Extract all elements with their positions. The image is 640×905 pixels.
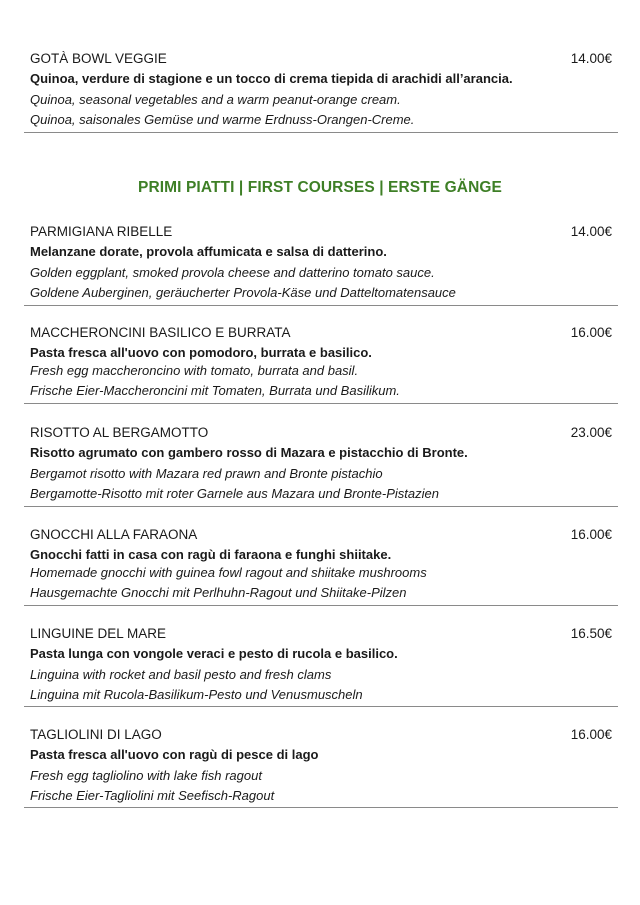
dish-description-italian: Pasta fresca all'uovo con ragù di pesce di lago [30, 747, 319, 762]
dish-price: 23.00€ [570, 425, 612, 440]
dish-price: 14.00€ [570, 51, 612, 66]
dish-name: GNOCCHI ALLA FARAONA [30, 527, 198, 542]
menu-item-gnocchi-faraona [24, 526, 618, 606]
dish-description-italian: Quinoa, verdure di stagione e un tocco di crema tiepida di arachidi all’arancia. [30, 71, 513, 86]
menu-item-maccheroncini [24, 324, 618, 404]
dish-name: TAGLIOLINI DI LAGO [30, 727, 162, 742]
menu-item-gota-bowl-veggie [24, 50, 618, 133]
dish-description-german: Frische Eier-Tagliolini mit Seefisch-Ragout [30, 788, 275, 803]
menu-item-linguine-mare [24, 625, 618, 707]
dish-description-italian: Gnocchi fatti in casa con ragù di faraona e funghi shiitake. [30, 547, 392, 562]
dish-price: 14.00€ [570, 224, 612, 239]
dish-name: LINGUINE DEL MARE [30, 626, 167, 641]
dish-price: 16.00€ [570, 527, 612, 542]
menu-item-tagliolini-lago [24, 726, 618, 808]
dish-description-english: Linguina with rocket and basil pesto and fresh clams [30, 667, 332, 682]
dish-price: 16.50€ [570, 626, 612, 641]
dish-description-english: Bergamot risotto with Mazara red prawn and Bronte pistachio [30, 466, 383, 481]
dish-description-english: Homemade gnocchi with guinea fowl ragout and shiitake mushrooms [30, 565, 427, 580]
dish-description-english: Golden eggplant, smoked provola cheese and datterino tomato sauce. [30, 265, 435, 280]
dish-description-italian: Risotto agrumato con gambero rosso di Mazara e pistacchio di Bronte. [30, 445, 468, 460]
dish-price: 16.00€ [570, 727, 612, 742]
dish-name: GOTÀ BOWL VEGGIE [30, 51, 167, 66]
dish-description-german: Hausgemachte Gnocchi mit Perlhuhn-Ragout und Shiitake-Pilzen [30, 585, 407, 600]
section-title-first-courses: PRIMI PIATTI | FIRST COURSES | ERSTE GÄNGE [138, 179, 502, 196]
dish-description-german: Bergamotte-Risotto mit roter Garnele aus Mazara und Bronte-Pistazien [30, 486, 439, 501]
menu-item-risotto-bergamotto [24, 424, 618, 507]
dish-price: 16.00€ [570, 325, 612, 340]
dish-description-german: Linguina mit Rucola-Basilikum-Pesto und Venusmuscheln [30, 687, 363, 702]
dish-name: MACCHERONCINI BASILICO E BURRATA [30, 325, 291, 340]
dish-description-italian: Pasta lunga con vongole veraci e pesto di rucola e basilico. [30, 646, 398, 661]
menu-item-parmigiana-ribelle [24, 223, 618, 306]
dish-description-english: Quinoa, seasonal vegetables and a warm peanut-orange cream. [30, 92, 401, 107]
dish-description-italian: Melanzane dorate, provola affumicata e salsa di datterino. [30, 244, 387, 259]
dish-description-german: Goldene Auberginen, geräucherter Provola-Käse und Datteltomatensauce [30, 285, 456, 300]
dish-description-italian: Pasta fresca all'uovo con pomodoro, burrata e basilico. [30, 345, 372, 360]
dish-description-german: Frische Eier-Maccheroncini mit Tomaten, Burrata und Basilikum. [30, 383, 400, 398]
dish-description-german: Quinoa, saisonales Gemüse und warme Erdnuss-Orangen-Creme. [30, 112, 415, 127]
dish-name: RISOTTO AL BERGAMOTTO [30, 425, 209, 440]
dish-description-english: Fresh egg maccheroncino with tomato, burrata and basil. [30, 363, 359, 378]
dish-name: PARMIGIANA RIBELLE [30, 224, 173, 239]
dish-description-english: Fresh egg tagliolino with lake fish ragout [30, 768, 262, 783]
